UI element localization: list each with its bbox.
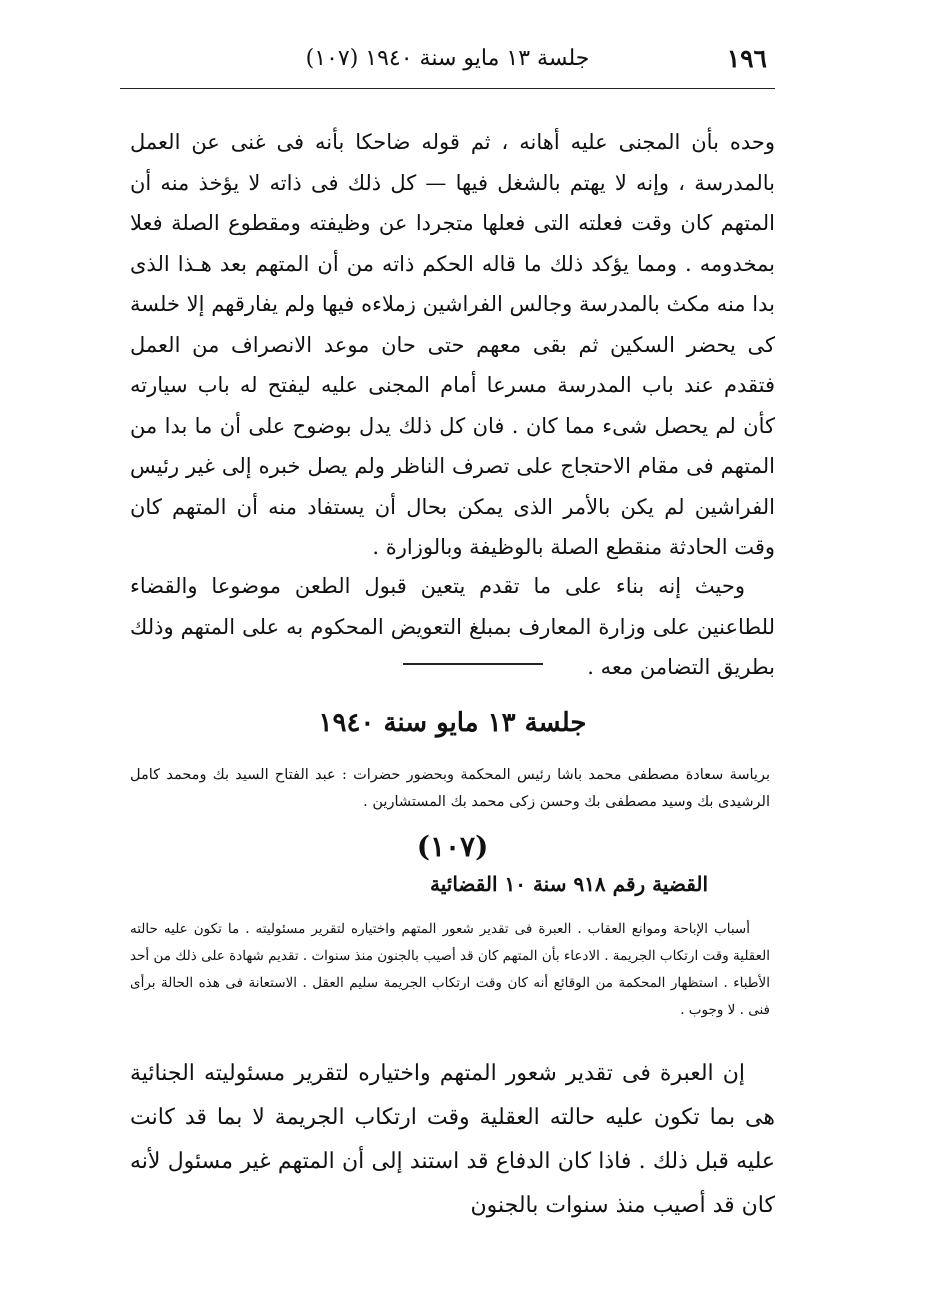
paragraph: وحده بأن المجنى عليه أهانه ، ثم قوله ضاحكا بأنه فى غنى عن العمل بالمدرسة ، وإنه لا يهتم بالشغل فيها — كل ذلك فى ذاته لا يؤخذ منه أن المتهم كان وقت فعلته التى فعلها متجردا عن وظيفته ومقطوع الصلة فعلا بمخدومه . ومما يؤكد ذلك ما قاله الحكم ذاته من أن المتهم بعد هـذا الذى بدا منه مكث بالمدرسة وجالس الفراشين زملاءه فيها ولم يفارقهم إلا خلسة كى يحضر السكين ثم بقى معهم حتى حان موعد الانصراف من العمل فتقدم عند باب المدرسة مسرعا أمام المجنى عليه ليفتح له باب سيارته كأن لم يحصل شىء مما كان . فان كل ذلك يدل بوضوح على أن ما بدا من المتهم فى مقام الاحتجاج على تصرف الناظر ولم يصل خبره إلى غير رئيس الفراشين لم يكن بالأمر الذى يمكن بحال أن يستفاد منه أن المتهم كان وقت الحادثة منقطع الصلة بالوظيفة وبالوزارة .	[130, 130, 775, 559]
paragraph: أسباب الإباحة وموانع العقاب . العبرة فى تقدير شعور المتهم واختياره لتقرير مسئوليته . ما تكون عليه حالته العقلية وقت ارتكاب الجريمة . الادعاء بأن المتهم كان قد أصيب بالجنون منذ سنوات . تقديم شهادة على ذلك من أحد الأطباء . استظهار المحكمة من الوقائع أنه كان وقت ارتكاب الجريمة سليم العقل . الاستعانة فى هذه الحالة برأى فنى . لا وجوب .	[130, 921, 770, 1018]
section-divider	[403, 663, 543, 665]
paragraph: برياسة سعادة مصطفى محمد باشا رئيس المحكمة وبحضور حضرات : عبد الفتاح السيد بك ومحمد كامل الرشيدى بك وسيد مصطفى بك وحسن زكى محمد بك المستشارين .	[130, 767, 770, 810]
ruling-body	[130, 1052, 775, 1228]
header-rule	[120, 88, 775, 89]
page-number: ١٩٦	[726, 44, 767, 73]
page-header	[120, 38, 775, 86]
ruling-number: (١٠٧)	[416, 830, 489, 863]
running-head: جلسة ١٣ مايو سنة ١٩٤٠ (١٠٧)	[305, 46, 590, 71]
paragraph: إن العبرة فى تقدير شعور المتهم واختياره لتقرير مسئوليته الجنائية هى بما تكون عليه حالته العقلية وقت ارتكاب الجريمة لا بما قد كانت عليه قبل ذلك . فاذا كان الدفاع قد استند إلى أن المتهم غير مسئول لأنه كان قد أصيب منذ سنوات بالجنون	[130, 1061, 775, 1218]
body-text-conclusion	[130, 566, 775, 688]
attendance-note	[130, 762, 770, 816]
case-reference: القضية رقم ٩١٨ سنة ١٠ القضائية	[430, 872, 708, 896]
paragraph: وحيث إنه بناء على ما تقدم يتعين قبول الطعن موضوعا والقضاء للطاعنين على وزارة المعارف بمبلغ التعويض المحكوم به على المتهم وذلك بطريق التضامن معه .	[130, 574, 775, 679]
body-text-top	[130, 122, 775, 568]
session-title: جلسة ١٣ مايو سنة ١٩٤٠	[318, 708, 587, 738]
ruling-summary	[130, 916, 770, 1024]
